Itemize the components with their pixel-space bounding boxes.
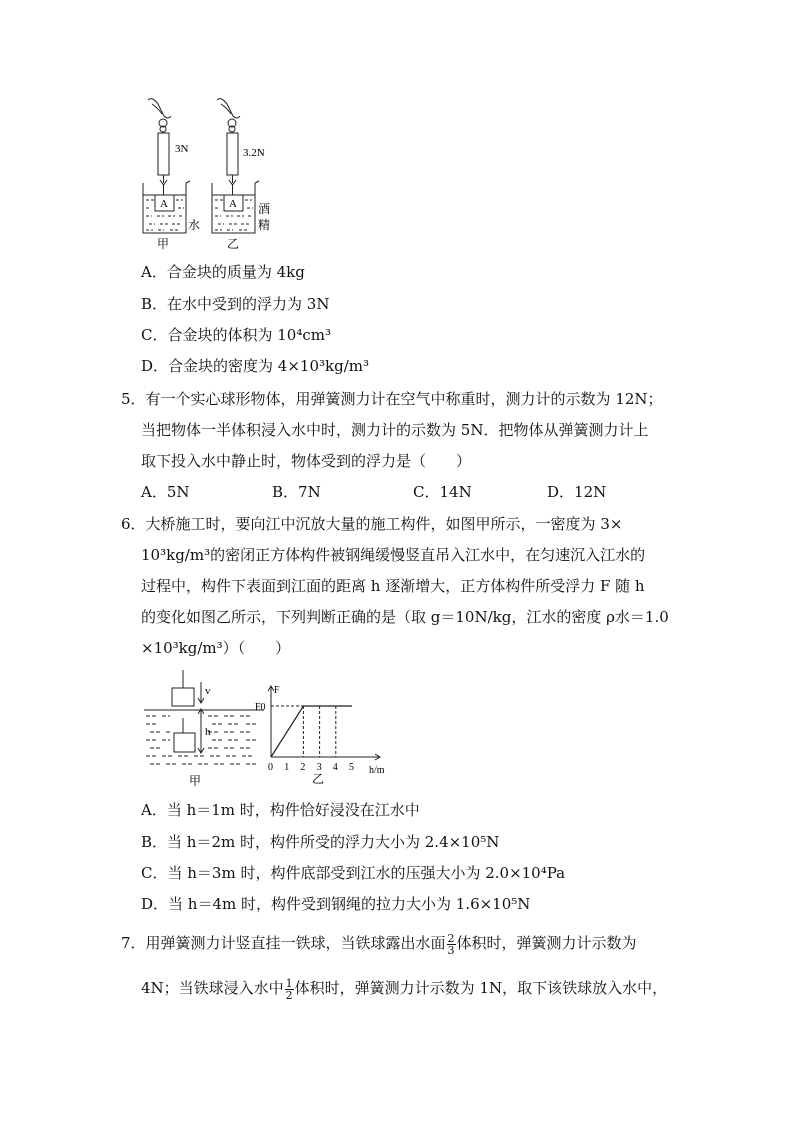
right-apparatus bbox=[212, 99, 259, 233]
q7-stem-line-1 bbox=[121, 928, 637, 958]
q5-stem-line-2: 当把物体一半体积浸入水中时，测力计的示数为 5N．把物体从弹簧测力计上 bbox=[141, 421, 649, 439]
q6-stem-line-3: 过程中，构件下表面到江面的距离 h 逐渐增大，正方体构件所受浮力 F 随 h bbox=[141, 577, 645, 595]
q7-frac1-numerator: 2 bbox=[447, 931, 455, 945]
graph-tick-label: 4 bbox=[332, 762, 338, 773]
q6-fig-v-label: v bbox=[205, 685, 211, 697]
q7-stem-line-2 bbox=[141, 973, 667, 1003]
q4-option-a: A．合金块的质量为 4kg bbox=[141, 263, 305, 281]
q7-frac2-numerator: 1 bbox=[285, 976, 293, 990]
q6-fig-h-label: h bbox=[205, 726, 211, 738]
q6-stem-line-2: 10³kg/m³的密闭正方体构件被钢绳缓慢竖直吊入江水中，在匀速沉入江水的 bbox=[141, 546, 646, 564]
q6-stem-line-1: 6．大桥施工时，要向江中沉放大量的施工构件，如图甲所示，一密度为 3× bbox=[121, 515, 623, 533]
right-reading: 3.2N bbox=[243, 147, 265, 159]
right-figure-label: 乙 bbox=[227, 237, 240, 251]
q6-option-a: A．当 h＝1m 时，构件恰好浸没在江水中 bbox=[141, 801, 420, 819]
left-block-label: A bbox=[160, 198, 168, 210]
q5-stem-line-1: 5．有一个实心球形物体，用弹簧测力计在空气中称重时，测力计的示数为 12N； bbox=[121, 390, 663, 408]
right-liquid-label-1: 酒 bbox=[258, 202, 271, 216]
q6-stem-line-4: 的变化如图乙所示，下列判断正确的是（取 g＝10N/kg，江水的密度 ρ水＝1.0 bbox=[141, 608, 669, 626]
q6-option-d: D．当 h＝4m 时，构件受到钢绳的拉力大小为 1.6×10⁵N bbox=[141, 895, 531, 913]
q7-text-part-3: 4N；当铁球浸入水中 bbox=[141, 979, 284, 997]
q5-stem-line-3: 取下投入水中静止时，物体受到的浮力是（ ） bbox=[141, 452, 472, 470]
left-apparatus bbox=[143, 99, 190, 233]
graph-y-label: F bbox=[274, 685, 280, 696]
left-liquid-label: 水 bbox=[188, 218, 201, 232]
right-block-label: A bbox=[229, 198, 237, 210]
q7-frac1-denominator: 3 bbox=[447, 943, 455, 957]
graph-tick-label: 1 bbox=[284, 762, 290, 773]
q5-option-a: A．5N bbox=[141, 483, 190, 501]
left-reading: 3N bbox=[175, 143, 189, 155]
q6-fig-yi-label: 乙 bbox=[312, 772, 325, 786]
graph-x-label: h/m bbox=[369, 765, 385, 776]
q7-fraction-1 bbox=[447, 933, 456, 956]
q5-option-d: D．12N bbox=[547, 483, 607, 501]
q5-option-c: C．14N bbox=[413, 483, 472, 501]
q6-stem-line-5: ×10³kg/m³）（ ） bbox=[141, 639, 291, 657]
graph-tick-label: 3 bbox=[316, 762, 322, 773]
q7-text-part-1: 7．用弹簧测力计竖直挂一铁球，当铁球露出水面 bbox=[121, 934, 446, 952]
q4-option-b: B．在水中受到的浮力为 3N bbox=[141, 295, 330, 313]
graph-x-arrow bbox=[375, 754, 380, 760]
q7-fraction-2 bbox=[285, 978, 294, 1001]
graph-tick-label: 5 bbox=[349, 762, 354, 773]
q6-option-b: B．当 h＝2m 时，构件所受的浮力大小为 2.4×10⁵N bbox=[141, 833, 500, 851]
q4-option-c: C．合金块的体积为 10⁴cm³ bbox=[141, 326, 331, 344]
q7-text-part-4: 体积时，弹簧测力计示数为 1N，取下该铁球放入水中， bbox=[294, 979, 668, 997]
q7-frac2-denominator: 2 bbox=[285, 988, 293, 1002]
q4-option-d: D．合金块的密度为 4×10³kg/m³ bbox=[141, 357, 369, 375]
q6-fig-jia-label: 甲 bbox=[189, 774, 202, 788]
q7-text-part-2: 体积时，弹簧测力计示数为 bbox=[456, 934, 637, 952]
graph-f0-label: F0 bbox=[255, 702, 266, 713]
left-figure-label: 甲 bbox=[157, 237, 170, 251]
graph-tick-label: 2 bbox=[300, 762, 306, 773]
q5-option-b: B．7N bbox=[272, 483, 321, 501]
graph-y-arrow bbox=[268, 686, 274, 691]
q6-option-c: C．当 h＝3m 时，构件底部受到江水的压强大小为 2.0×10⁴Pa bbox=[141, 864, 566, 882]
graph-tick-label: 0 bbox=[268, 762, 273, 773]
right-liquid-label-2: 精 bbox=[258, 218, 271, 232]
graph-curve bbox=[271, 706, 352, 757]
buoyancy-figure-1 bbox=[0, 0, 794, 260]
